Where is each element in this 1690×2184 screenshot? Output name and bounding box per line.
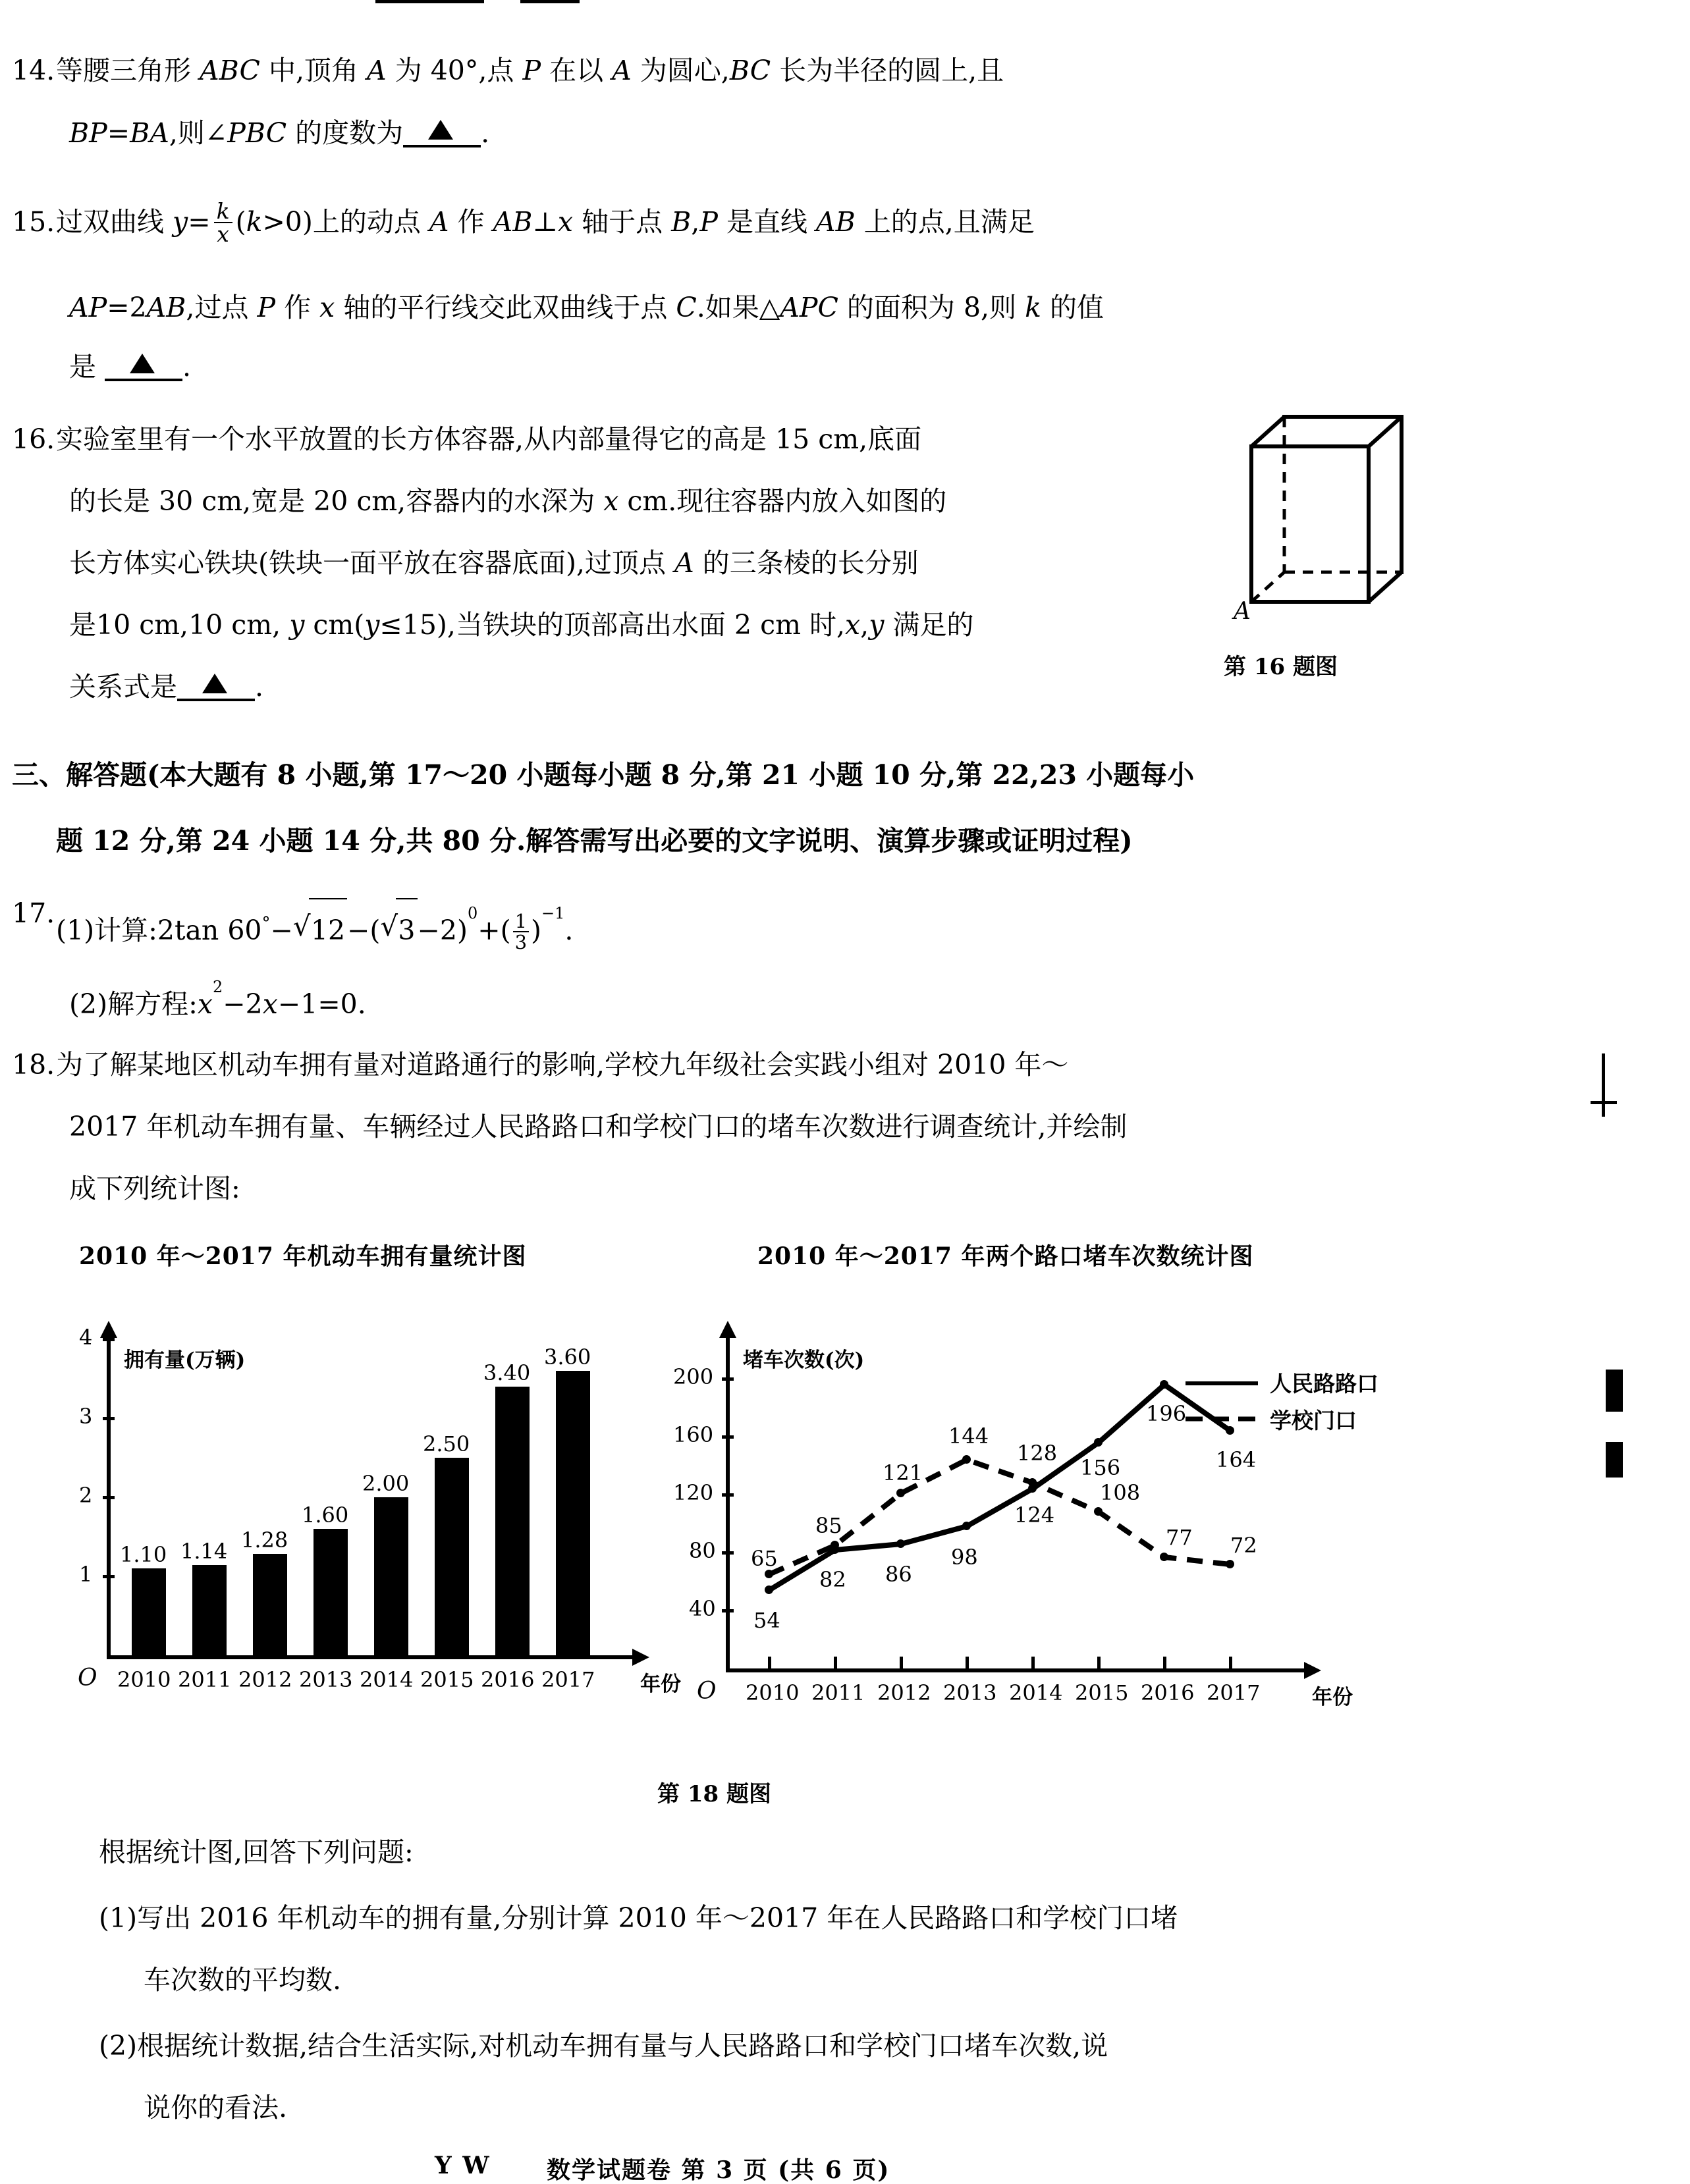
line-xlabel-2012: 2012 xyxy=(877,1680,931,1705)
answer-blank-14[interactable] xyxy=(403,120,481,146)
y-tick-4 xyxy=(103,1338,115,1341)
q14-l1-P: P xyxy=(522,55,541,86)
bar-2013 xyxy=(313,1529,348,1655)
y-tick-1 xyxy=(103,1575,115,1578)
line-chart-y-axis-label: 堵车次数(次) xyxy=(743,1348,865,1372)
q16-l4-x: x xyxy=(845,609,861,641)
question-16-line-5 xyxy=(69,656,263,718)
answer-blank-16[interactable] xyxy=(177,674,255,700)
q15-l1-perp: ⊥ xyxy=(532,206,558,238)
bar-2014 xyxy=(374,1497,408,1655)
line-chart xyxy=(673,1238,1383,1712)
q17-p2-x: x xyxy=(197,988,213,1020)
value-renminlu-2013: 98 xyxy=(951,1545,978,1570)
footer-paper-code: Y W xyxy=(435,2152,491,2179)
bar-2011 xyxy=(192,1565,227,1655)
bar-2016 xyxy=(495,1387,530,1655)
line-chart-title: 2010 年～2017 年两个路口堵车次数统计图 xyxy=(757,1242,1254,1270)
question-18-prompt: 根据统计图,回答下列问题: xyxy=(99,1836,414,1868)
y-tick-label-3: 3 xyxy=(79,1404,93,1429)
q17-p2-c: −1=0. xyxy=(277,988,366,1020)
q15-l1-a: 过双曲线 xyxy=(56,206,173,238)
fraction-one-third xyxy=(513,911,529,953)
point-xuexiao-2012 xyxy=(896,1489,905,1497)
q14-l1-BC: BC xyxy=(729,55,771,86)
q15-l2-c: 作 xyxy=(275,292,320,323)
question-18-figure-caption: 第 18 题图 xyxy=(657,1781,771,1807)
scan-mark-right-2 xyxy=(1591,1101,1617,1104)
q16-l4-a: 是10 cm,10 cm, xyxy=(69,609,290,641)
q16-l4-b: cm( xyxy=(304,609,365,641)
frac-den-x: x xyxy=(214,222,232,245)
q15-l2-AP: AP xyxy=(69,292,107,323)
q15-l1-xax: x xyxy=(557,206,574,238)
frac-num-k: k xyxy=(216,198,230,224)
exponent-minus-1: −1 xyxy=(541,904,565,922)
value-renminlu-2014: 124 xyxy=(1014,1503,1055,1528)
value-renminlu-2016: 196 xyxy=(1146,1401,1187,1426)
line-y-tick-label-200: 200 xyxy=(673,1364,714,1389)
bar-2015 xyxy=(435,1458,469,1655)
q14-l1-abc: ABC xyxy=(200,55,260,86)
question-18-sub2-line2: 说你的看法. xyxy=(144,2092,288,2123)
line-chart-origin-label: O xyxy=(697,1678,717,1705)
q17-p1-b: −2) xyxy=(417,915,468,946)
q16-l2-x: x xyxy=(603,485,619,517)
q14-l2-e: 的度数为 xyxy=(286,117,404,149)
point-renminlu-2010 xyxy=(765,1585,773,1594)
q16-l5-end: . xyxy=(255,671,264,703)
q16-l2-b: cm.现往容器内放入如图的 xyxy=(618,485,947,517)
bar-chart-x-axis xyxy=(107,1655,634,1659)
bar-2010 xyxy=(132,1568,166,1655)
bar-value-2011: 1.14 xyxy=(180,1539,228,1564)
line-xlabel-2010: 2010 xyxy=(746,1680,800,1705)
q14-l1-A: A xyxy=(367,55,387,86)
q17-p2-x2: x xyxy=(262,988,278,1020)
q17-p2-a: (2)解方程: xyxy=(69,988,198,1020)
bar-xlabel-2011: 2011 xyxy=(178,1667,232,1692)
q16-l2-a: 的长是 30 cm,宽是 20 cm,容器内的水深为 xyxy=(69,485,604,517)
question-18-number: 18. xyxy=(12,1049,55,1080)
q15-l3-a: 是 xyxy=(69,351,96,383)
q15-l1-k2: k xyxy=(246,206,263,238)
bar-value-2015: 2.50 xyxy=(423,1431,470,1456)
q14-l2-c: ,则∠ xyxy=(169,117,228,149)
value-xuexiao-2016: 77 xyxy=(1166,1525,1193,1550)
q14-l1-g: 在以 xyxy=(541,55,613,86)
q15-l2-x: x xyxy=(319,292,335,323)
value-xuexiao-2011: 85 xyxy=(815,1513,842,1538)
line-chart-series xyxy=(685,1238,1383,1712)
question-15-line-2 xyxy=(69,277,1104,338)
y-tick-label-1: 1 xyxy=(79,1562,93,1587)
point-xuexiao-2015 xyxy=(1094,1507,1103,1516)
value-renminlu-2017: 164 xyxy=(1216,1447,1257,1472)
radicand-12: 12 xyxy=(309,898,347,961)
q14-l2-BP: BP xyxy=(69,117,107,149)
value-renminlu-2012: 86 xyxy=(885,1562,912,1587)
y-tick-label-4: 4 xyxy=(79,1325,93,1350)
bar-2017 xyxy=(556,1371,590,1655)
radical-3 xyxy=(380,897,417,961)
question-18-sub1-line1: (1)写出 2016 年机动车的拥有量,分别计算 2010 年～2017 年在人民路路口和学校门口堵 xyxy=(99,1902,1178,1934)
triangle-icon xyxy=(428,120,453,140)
exponent-0: 0 xyxy=(467,904,478,922)
q14-l1-A2: A xyxy=(612,55,632,86)
point-xuexiao-2013 xyxy=(962,1455,971,1464)
q15-l1-P: P xyxy=(699,206,718,238)
q15-l2-C: C xyxy=(676,292,697,323)
question-18-line-2: 2017 年机动车拥有量、车辆经过人民路路口和学校门口的堵车次数进行调查统计,并绘制 xyxy=(69,1111,1128,1142)
scan-mark-right-3 xyxy=(1606,1370,1623,1412)
value-renminlu-2011: 82 xyxy=(819,1567,846,1592)
bar-value-2014: 2.00 xyxy=(362,1471,410,1496)
q15-l1-B: B xyxy=(671,206,692,238)
question-14-line-1 xyxy=(56,40,1004,101)
q14-l1-e: 为 40°,点 xyxy=(386,55,523,86)
question-16-line-1: 实验室里有一个水平放置的长方体容器,从内部量得它的高是 15 cm,底面 xyxy=(56,423,922,455)
bar-chart-x-axis-label: 年份 xyxy=(640,1672,681,1696)
question-16-figure xyxy=(1209,408,1426,639)
question-18-line-3: 成下列统计图: xyxy=(69,1173,240,1204)
bar-xlabel-2017: 2017 xyxy=(541,1667,595,1692)
q17-p1-plus: +( xyxy=(477,915,511,946)
question-18-line-1: 为了解某地区机动车拥有量对道路通行的影响,学校九年级社会实践小组对 2010 年～ xyxy=(56,1049,1069,1080)
bar-value-2017: 3.60 xyxy=(544,1345,591,1370)
point-xuexiao-2016 xyxy=(1160,1553,1168,1561)
bar-2012 xyxy=(253,1554,287,1655)
q15-l1-c: 作 xyxy=(449,206,493,238)
question-16-figure-caption: 第 16 题图 xyxy=(1224,654,1338,680)
q15-l2-b: ,过点 xyxy=(186,292,258,323)
line-xlabel-2011: 2011 xyxy=(811,1680,865,1705)
bar-value-2013: 1.60 xyxy=(302,1503,349,1528)
y-tick-3 xyxy=(103,1417,115,1420)
q15-l1-b: ( xyxy=(235,206,246,238)
question-16-line-4 xyxy=(69,594,973,656)
radicand-3: 3 xyxy=(396,898,417,961)
q14-l2-eq: = xyxy=(107,117,130,149)
q14-l2-PBC: PBC xyxy=(227,117,287,149)
q15-l1-d: 轴于点 xyxy=(573,206,672,238)
q15-l3-end: . xyxy=(182,351,192,383)
q17-p1-minus: − xyxy=(270,915,293,946)
point-renminlu-2016 xyxy=(1160,1380,1168,1389)
q15-l1-e: , xyxy=(691,206,700,238)
section-3-heading-line-2: 题 12 分,第 24 小题 14 分,共 80 分.解答需写出必要的文字说明、演算步骤或证明过程) xyxy=(56,825,1133,857)
bar-chart xyxy=(40,1238,681,1712)
line-xlabel-2017: 2017 xyxy=(1207,1680,1261,1705)
frac-num-1: 1 xyxy=(514,909,528,932)
q16-l4-y3: y xyxy=(869,609,885,641)
line-xlabel-2013: 2013 xyxy=(943,1680,997,1705)
question-17-part-2 xyxy=(69,956,366,1035)
point-xuexiao-2017 xyxy=(1226,1560,1234,1568)
q17-p2-b: −2 xyxy=(223,988,263,1020)
q15-l2-AB: AB xyxy=(146,292,186,323)
bar-chart-y-axis-label: 拥有量(万辆) xyxy=(124,1348,246,1372)
q14-l1-k: 长为半径的圆上,且 xyxy=(771,55,1004,86)
q15-l1-gt: > xyxy=(262,206,285,238)
question-15-line-3 xyxy=(69,336,191,398)
bar-chart-origin-label: O xyxy=(78,1665,97,1691)
triangle-icon xyxy=(130,354,155,373)
question-18-sub2-line1: (2)根据统计数据,结合生活实际,对机动车拥有量与人民路路口和学校门口堵车次数,说 xyxy=(99,2030,1108,2062)
bar-value-2012: 1.28 xyxy=(241,1528,288,1553)
y-tick-label-2: 2 xyxy=(79,1483,93,1508)
value-renminlu-2015: 156 xyxy=(1080,1455,1121,1480)
q17-p1-a: (1)计算:2tan 60 xyxy=(56,915,262,946)
value-xuexiao-2012: 121 xyxy=(883,1460,923,1485)
q14-l1-c: 中,顶角 xyxy=(259,55,368,86)
q17-p1-c: ) xyxy=(531,915,542,946)
q15-l2-P: P xyxy=(257,292,276,323)
point-renminlu-2013 xyxy=(962,1522,971,1530)
legend-label-renminlu: 人民路路口 xyxy=(1270,1371,1378,1397)
q15-l2-e: .如果△ xyxy=(696,292,780,323)
line-y-tick-label-120: 120 xyxy=(673,1480,714,1505)
question-14-number: 14. xyxy=(12,55,55,86)
point-xuexiao-2011 xyxy=(831,1541,839,1549)
line-xlabel-2015: 2015 xyxy=(1075,1680,1129,1705)
q15-l2-k: k xyxy=(1025,292,1041,323)
question-16-line-2 xyxy=(69,470,946,532)
bar-xlabel-2016: 2016 xyxy=(481,1667,535,1692)
q15-l2-f: 的面积为 8,则 xyxy=(838,292,1025,323)
y-axis-arrow-icon xyxy=(100,1321,117,1338)
q16-l4-le: ≤15),当铁块的顶部高出水面 2 cm 时, xyxy=(379,609,846,641)
question-14-line-2 xyxy=(69,102,489,164)
q15-l1-AB2: AB xyxy=(815,206,856,238)
question-18-sub1-line2: 车次数的平均数. xyxy=(144,1964,342,1996)
bar-xlabel-2012: 2012 xyxy=(238,1667,292,1692)
point-renminlu-2017 xyxy=(1226,1426,1234,1435)
line-xlabel-2016: 2016 xyxy=(1141,1680,1195,1705)
q15-l2-g: 的值 xyxy=(1041,292,1104,323)
legend-label-xuexiao: 学校门口 xyxy=(1270,1408,1357,1433)
q16-l3-a: 长方体实心铁块(铁块一面平放在容器底面),过顶点 xyxy=(69,547,675,579)
value-xuexiao-2014: 128 xyxy=(1017,1441,1058,1466)
q15-l1-f: 是直线 xyxy=(717,206,816,238)
cube-vertex-label-A: A xyxy=(1234,598,1251,625)
q15-l1-g: 上的点,且满足 xyxy=(855,206,1035,238)
question-15-line-1 xyxy=(56,191,1035,253)
frac-den-3: 3 xyxy=(513,931,529,952)
bar-xlabel-2013: 2013 xyxy=(299,1667,353,1692)
bar-chart-title: 2010 年～2017 年机动车拥有量统计图 xyxy=(79,1242,527,1270)
question-16-number: 16. xyxy=(12,423,55,455)
q15-l1-zero: 0)上的动点 xyxy=(285,206,429,238)
q16-l4-y2: y xyxy=(364,609,380,641)
answer-blank-15[interactable] xyxy=(105,354,182,380)
q14-l2-end: . xyxy=(481,117,490,149)
question-17-number: 17. xyxy=(12,897,55,929)
fraction-k-over-x xyxy=(214,200,232,245)
question-16-line-3 xyxy=(69,532,919,594)
q16-l3-b: 的三条棱的长分别 xyxy=(694,547,919,579)
value-xuexiao-2013: 144 xyxy=(948,1424,989,1449)
bar-xlabel-2010: 2010 xyxy=(117,1667,171,1692)
footer-page-info: 数学试题卷 第 3 页 (共 6 页) xyxy=(547,2156,890,2184)
triangle-icon xyxy=(202,674,227,693)
line-y-tick-label-80: 80 xyxy=(689,1538,716,1563)
line-chart-x-axis-label: 年份 xyxy=(1312,1686,1353,1709)
q15-l1-AB: AB xyxy=(493,206,533,238)
point-renminlu-2015 xyxy=(1094,1438,1103,1447)
q15-l1-y: y xyxy=(173,206,188,238)
q17-p1-deg: ° xyxy=(261,914,271,934)
exponent-2: 2 xyxy=(213,978,223,996)
q14-l1-i: 为圆心, xyxy=(631,55,730,86)
q16-l5-a: 关系式是 xyxy=(69,671,177,703)
question-17-part-1 xyxy=(56,882,573,961)
q16-l4-y: y xyxy=(289,609,305,641)
bar-xlabel-2014: 2014 xyxy=(360,1667,414,1692)
bar-xlabel-2015: 2015 xyxy=(420,1667,474,1692)
scan-mark-right-4 xyxy=(1606,1442,1623,1478)
value-xuexiao-2017: 72 xyxy=(1230,1533,1257,1558)
line-y-tick-label-40: 40 xyxy=(689,1596,716,1621)
q15-l1-A: A xyxy=(429,206,449,238)
value-xuexiao-2015: 108 xyxy=(1100,1480,1141,1505)
q17-p1-end: . xyxy=(564,915,574,946)
scan-artifact-top xyxy=(375,0,484,3)
bar-value-2010: 1.10 xyxy=(120,1542,167,1567)
point-renminlu-2012 xyxy=(896,1539,905,1548)
q16-l3-A: A xyxy=(674,547,694,579)
line-y-tick-label-160: 160 xyxy=(673,1422,714,1447)
question-15-number: 15. xyxy=(12,206,55,238)
y-tick-2 xyxy=(103,1496,115,1499)
q15-l1-eq: = xyxy=(188,206,211,238)
bar-value-2016: 3.40 xyxy=(483,1360,531,1385)
line-xlabel-2014: 2014 xyxy=(1009,1680,1063,1705)
value-renminlu-2010: 54 xyxy=(753,1608,780,1633)
q15-l2-d: 轴的平行线交此双曲线于点 xyxy=(335,292,676,323)
q17-p1-minus2: −( xyxy=(347,915,381,946)
q14-l1-a: 等腰三角形 xyxy=(56,55,200,86)
q16-l4-c: , xyxy=(860,609,869,641)
scan-mark-right-1 xyxy=(1602,1053,1605,1117)
q15-l2-APC: APC xyxy=(780,292,838,323)
q16-l4-d: 满足的 xyxy=(884,609,974,641)
x-axis-arrow-icon xyxy=(632,1649,649,1666)
q14-l2-BA: BA xyxy=(130,117,169,149)
point-xuexiao-2014 xyxy=(1028,1478,1037,1487)
value-xuexiao-2010: 65 xyxy=(751,1546,778,1571)
section-3-heading-line-1: 三、解答题(本大题有 8 小题,第 17～20 小题每小题 8 分,第 21 小题 10 分,第 22,23 小题每小 xyxy=(12,759,1195,791)
q15-l2-eq: =2 xyxy=(107,292,147,323)
scan-artifact-top-2 xyxy=(520,0,580,3)
radical-12 xyxy=(293,897,347,961)
